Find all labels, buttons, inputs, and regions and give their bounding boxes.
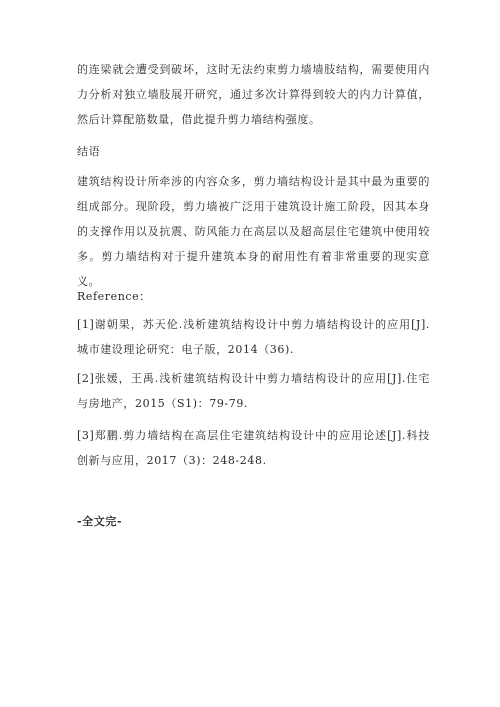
conclusion-heading: 结语: [77, 145, 101, 158]
conclusion-paragraph: 建筑结构设计所牵涉的内容众多，剪力墙结构设计是其中最为重要的组成部分。现阶段，剪力墙被广泛用于建筑设计施工阶段，因其本身的支撑作用以及抗震、防风能力在高层以及超高层住宅建筑中使用较多。剪力墙结构对于提升建筑本身的耐用性有着非常重要的现实意义。: [77, 175, 430, 288]
end-mark: -全文完-: [77, 515, 123, 528]
reference-item: [2]张媛，王禹.浅析建筑结构设计中剪力墙结构设计的应用[J].住宅与房地产，2015（S1)：79-79.: [77, 372, 430, 410]
reference-item: [1]谢朝果，苏天伦.浅析建筑结构设计中剪力墙结构设计的应用[J].城市建设理论研究：电子版，2014（36).: [77, 318, 430, 356]
body-paragraph: 的连梁就会遭受到破坏，这时无法约束剪力墙墙肢结构，需要使用内力分析对独立墙肢展开研究，通过多次计算得到较大的内力计算值，然后计算配筋数量，借此提升剪力墙结构强度。: [77, 63, 430, 126]
references-heading: Reference：: [77, 290, 151, 303]
reference-item: [3]郑鹏.剪力墙结构在高层住宅建筑结构设计中的应用论述[J].科技创新与应用，2017（3)：248-248.: [77, 429, 430, 467]
